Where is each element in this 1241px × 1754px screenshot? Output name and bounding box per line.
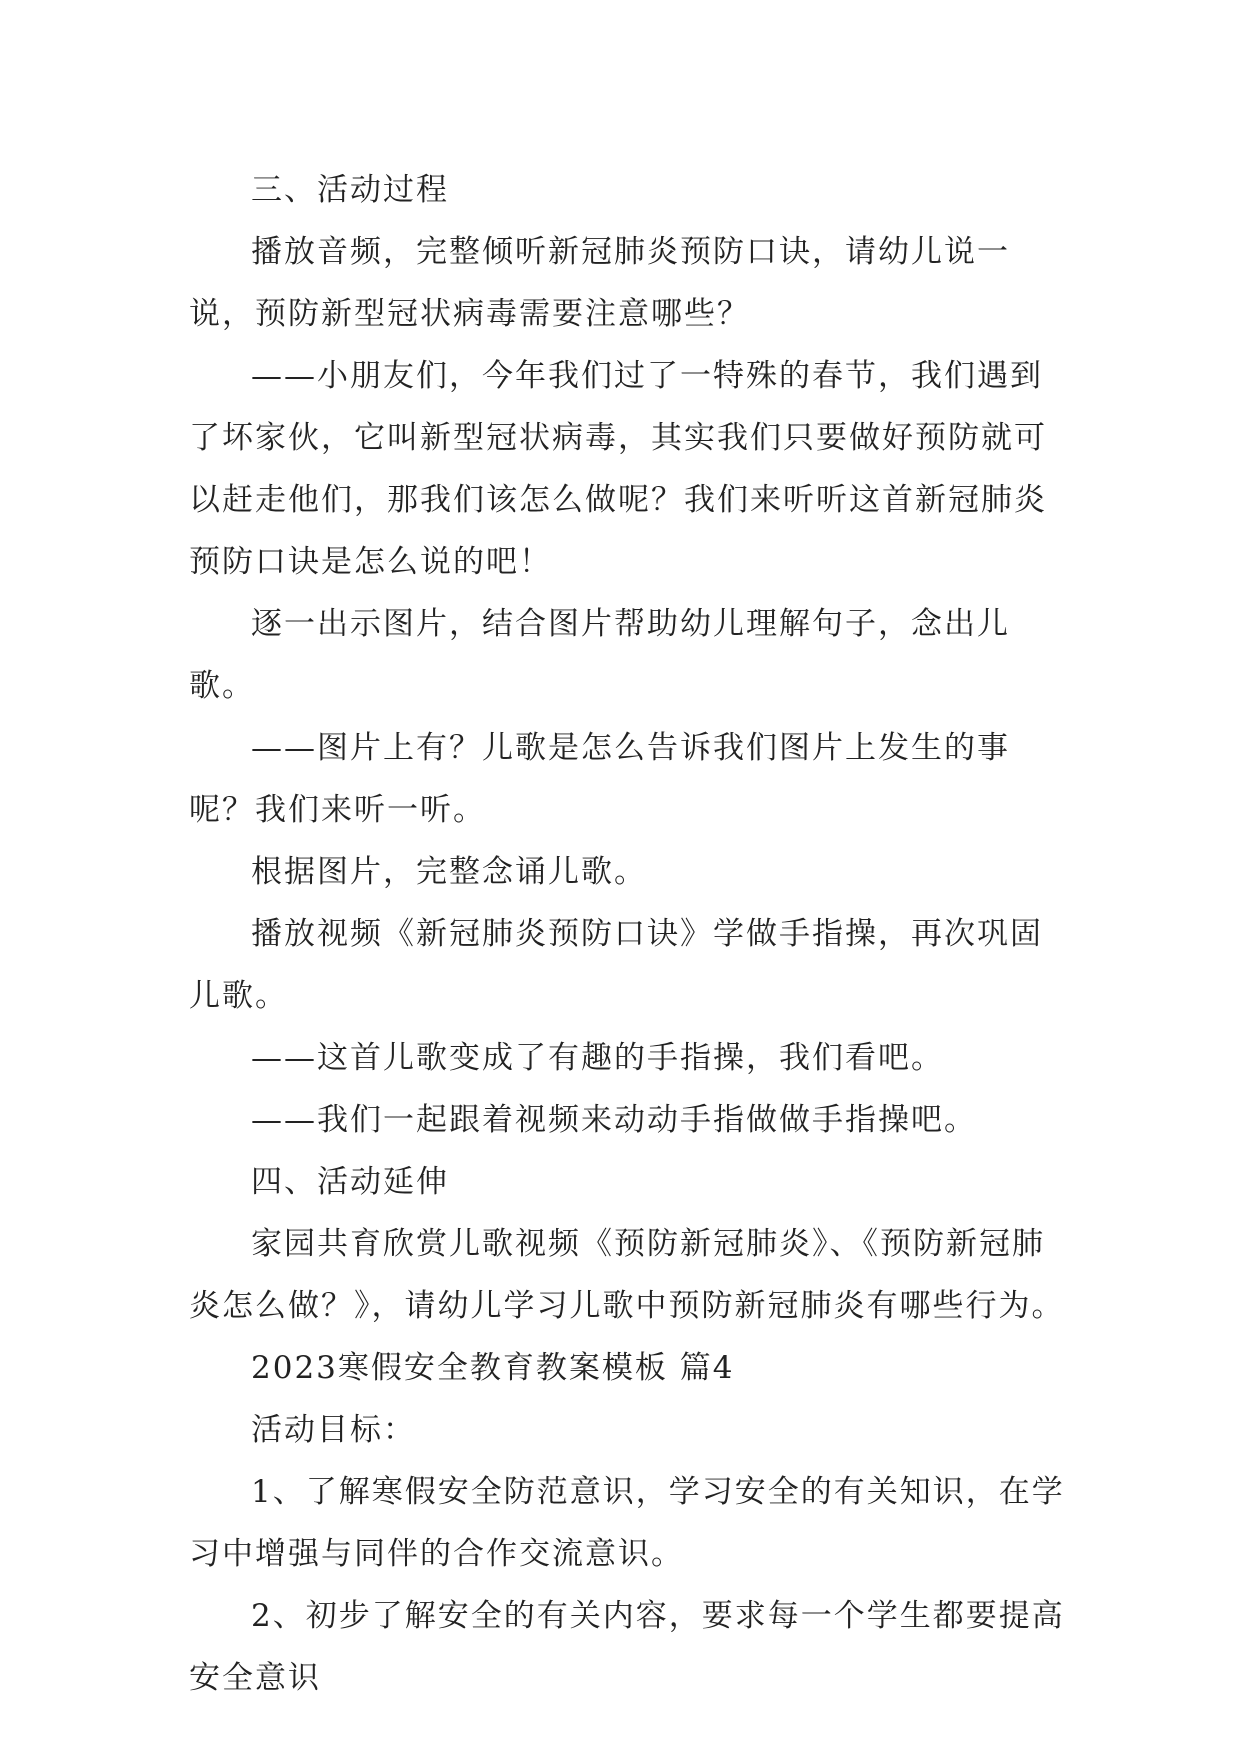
- paragraph-show-pictures: 逐一出示图片，结合图片帮助幼儿理解句子，念出儿歌。: [189, 606, 1010, 704]
- paragraph-teacher-intro: ——小朋友们，今年我们过了一特殊的春节，我们遇到了坏家伙，它叫新型冠状病毒，其实我们只要做好预防就可以赶走他们，那我们该怎么做呢？我们来听听这首新冠肺炎预防口诀是怎么说的吧！: [189, 358, 1047, 580]
- paragraph-play-audio: 播放音频，完整倾听新冠肺炎预防口诀，请幼儿说一说，预防新型冠状病毒需要注意哪些？: [189, 234, 1010, 332]
- lesson-plan-title: 2023寒假安全教育教案模板 篇4: [251, 1350, 735, 1386]
- paragraph-finger-exercise: ——这首儿歌变成了有趣的手指操，我们看吧。: [251, 1040, 944, 1076]
- goal-item-1: 1、了解寒假安全防范意识，学习安全的有关知识，在学习中增强与同伴的合作交流意识。: [189, 1474, 1065, 1572]
- paragraph-follow-video: ——我们一起跟着视频来动动手指做做手指操吧。: [251, 1102, 977, 1138]
- section-heading-activity-goals: 活动目标：: [251, 1412, 416, 1448]
- paragraph-recite-song: 根据图片，完整念诵儿歌。: [251, 854, 647, 890]
- paragraph-play-video: 播放视频《新冠肺炎预防口诀》学做手指操，再次巩固儿歌。: [189, 916, 1043, 1014]
- goal-item-2: 2、初步了解安全的有关内容，要求每一个学生都要提高安全意识: [189, 1598, 1065, 1696]
- section-heading-activity-extension: 四、活动延伸: [251, 1164, 449, 1200]
- paragraph-picture-question: ——图片上有？儿歌是怎么告诉我们图片上发生的事呢？我们来听一听。: [189, 730, 1010, 828]
- section-heading-activity-process: 三、活动过程: [251, 172, 449, 208]
- paragraph-home-school: 家园共育欣赏儿歌视频《预防新冠肺炎》、《预防新冠肺炎怎么做？》，请幼儿学习儿歌中预防新冠肺炎有哪些行为。: [189, 1226, 1065, 1324]
- document-body: [189, 159, 1069, 1709]
